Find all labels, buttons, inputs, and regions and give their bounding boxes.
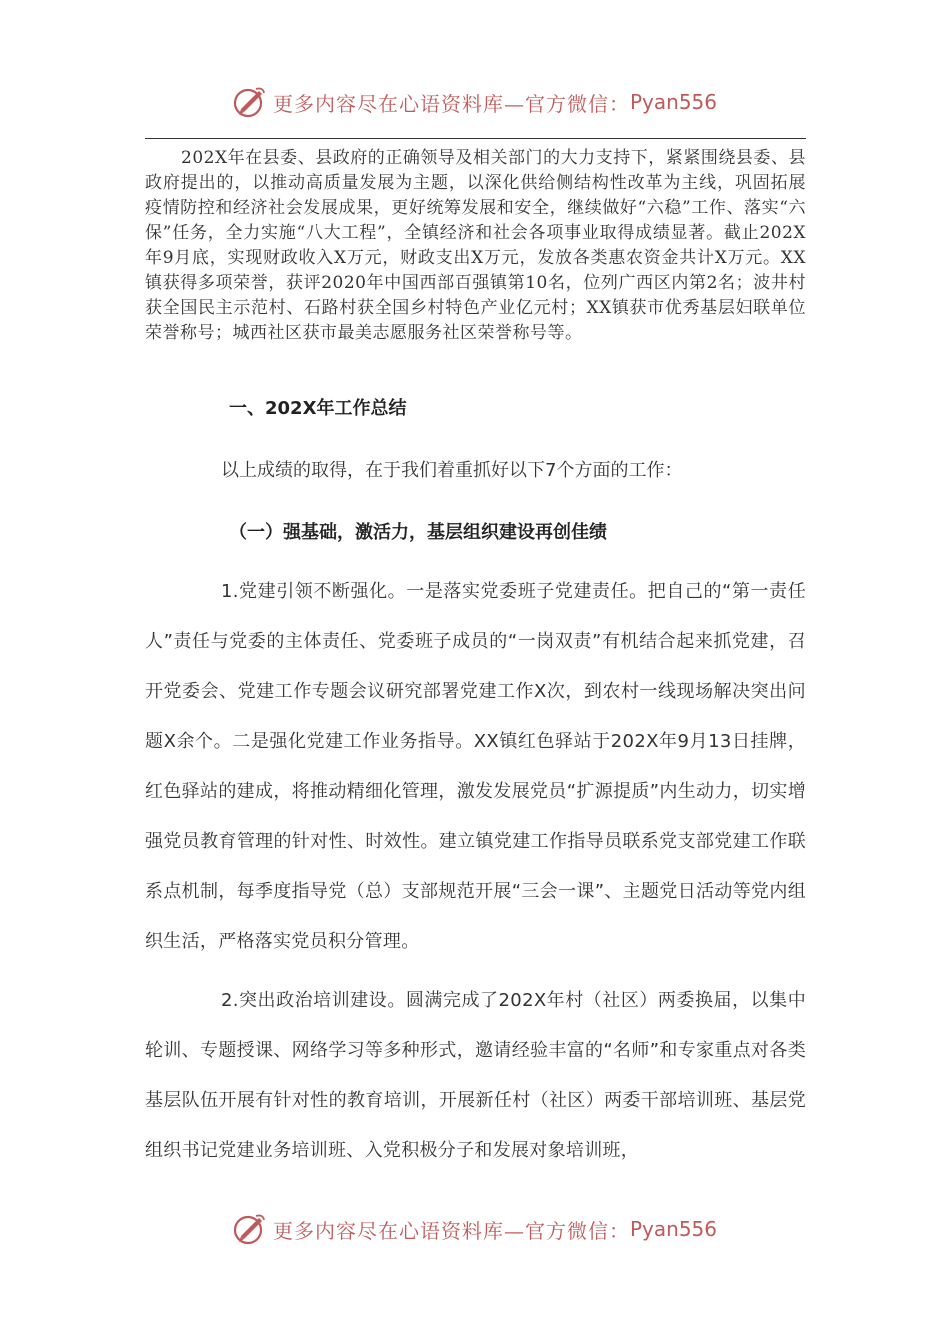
page-header: [0, 82, 950, 122]
wechat-handle: Pyan556: [629, 1217, 717, 1241]
brand-text: 更多内容尽在心语资料库—官方微信：: [272, 1218, 630, 1243]
pen-logo-icon: [233, 1212, 267, 1246]
page-footer: [0, 1209, 950, 1249]
subsection-heading: （一）强基础，激活力，基层组织建设再创佳绩: [229, 522, 607, 543]
brand-banner: [233, 1212, 717, 1246]
intro-paragraph: 202X年在县委、县政府的正确领导及相关部门的大力支持下，紧紧围绕县委、县政府提出的，以推动高质量发展为主题，以深化供给侧结构性改革为主线，巩固拓展疫情防控和经济社会发展成果，更好统筹发展和安全，继续做好“六稳”工作、落实“六保”任务，全力实施“八大工程”，全镇经济和社会各项事业取得成绩显著。截止202X年9月底，实现财政收入X万元，财政支出X万元，发放各类惠农资金共计X万元。XX镇获得多项荣誉，获评2020年中国西部百强镇第10名，位列广西区内第2名；波井村获全国民主示范村、石路村获全国乡村特色产业亿元村；XX镇获市优秀基层妇联单位荣誉称号；城西社区获市最美志愿服务社区荣誉称号等。: [145, 148, 806, 343]
brand-text: 更多内容尽在心语资料库—官方微信：: [272, 91, 630, 116]
section-heading: 一、202X年工作总结: [229, 398, 407, 419]
pen-logo-icon: [233, 85, 267, 119]
brand-banner: [233, 85, 717, 119]
header-divider: [145, 138, 806, 139]
body-paragraph-2: 2.突出政治培训建设。圆满完成了202X年村（社区）两委换届，以集中轮训、专题授课、网络学习等多种形式，邀请经验丰富的“名师”和专家重点对各类基层队伍开展有针对性的教育培训，开展新任村（社区）两委干部培训班、基层党组织书记党建业务培训班、入党积极分子和发展对象培训班，: [145, 990, 806, 1161]
body-paragraph-1: 1.党建引领不断强化。一是落实党委班子党建责任。把自己的“第一责任人”责任与党委的主体责任、党委班子成员的“一岗双责”有机结合起来抓党建，召开党委会、党建工作专题会议研究部署党建工作X次，到农村一线现场解决突出问题X余个。二是强化党建工作业务指导。XX镇红色驿站于202X年9月13日挂牌，红色驿站的建成，将推动精细化管理，激发发展党员“扩源提质”内生动力，切实增强党员教育管理的针对性、时效性。建立镇党建工作指导员联系党支部党建工作联系点机制，每季度指导党（总）支部规范开展“三会一课”、主题党日活动等党内组织生活，严格落实党员积分管理。: [145, 581, 806, 952]
wechat-handle: Pyan556: [629, 90, 717, 114]
lead-paragraph: 以上成绩的取得，在于我们着重抓好以下7个方面的工作：: [221, 460, 683, 481]
